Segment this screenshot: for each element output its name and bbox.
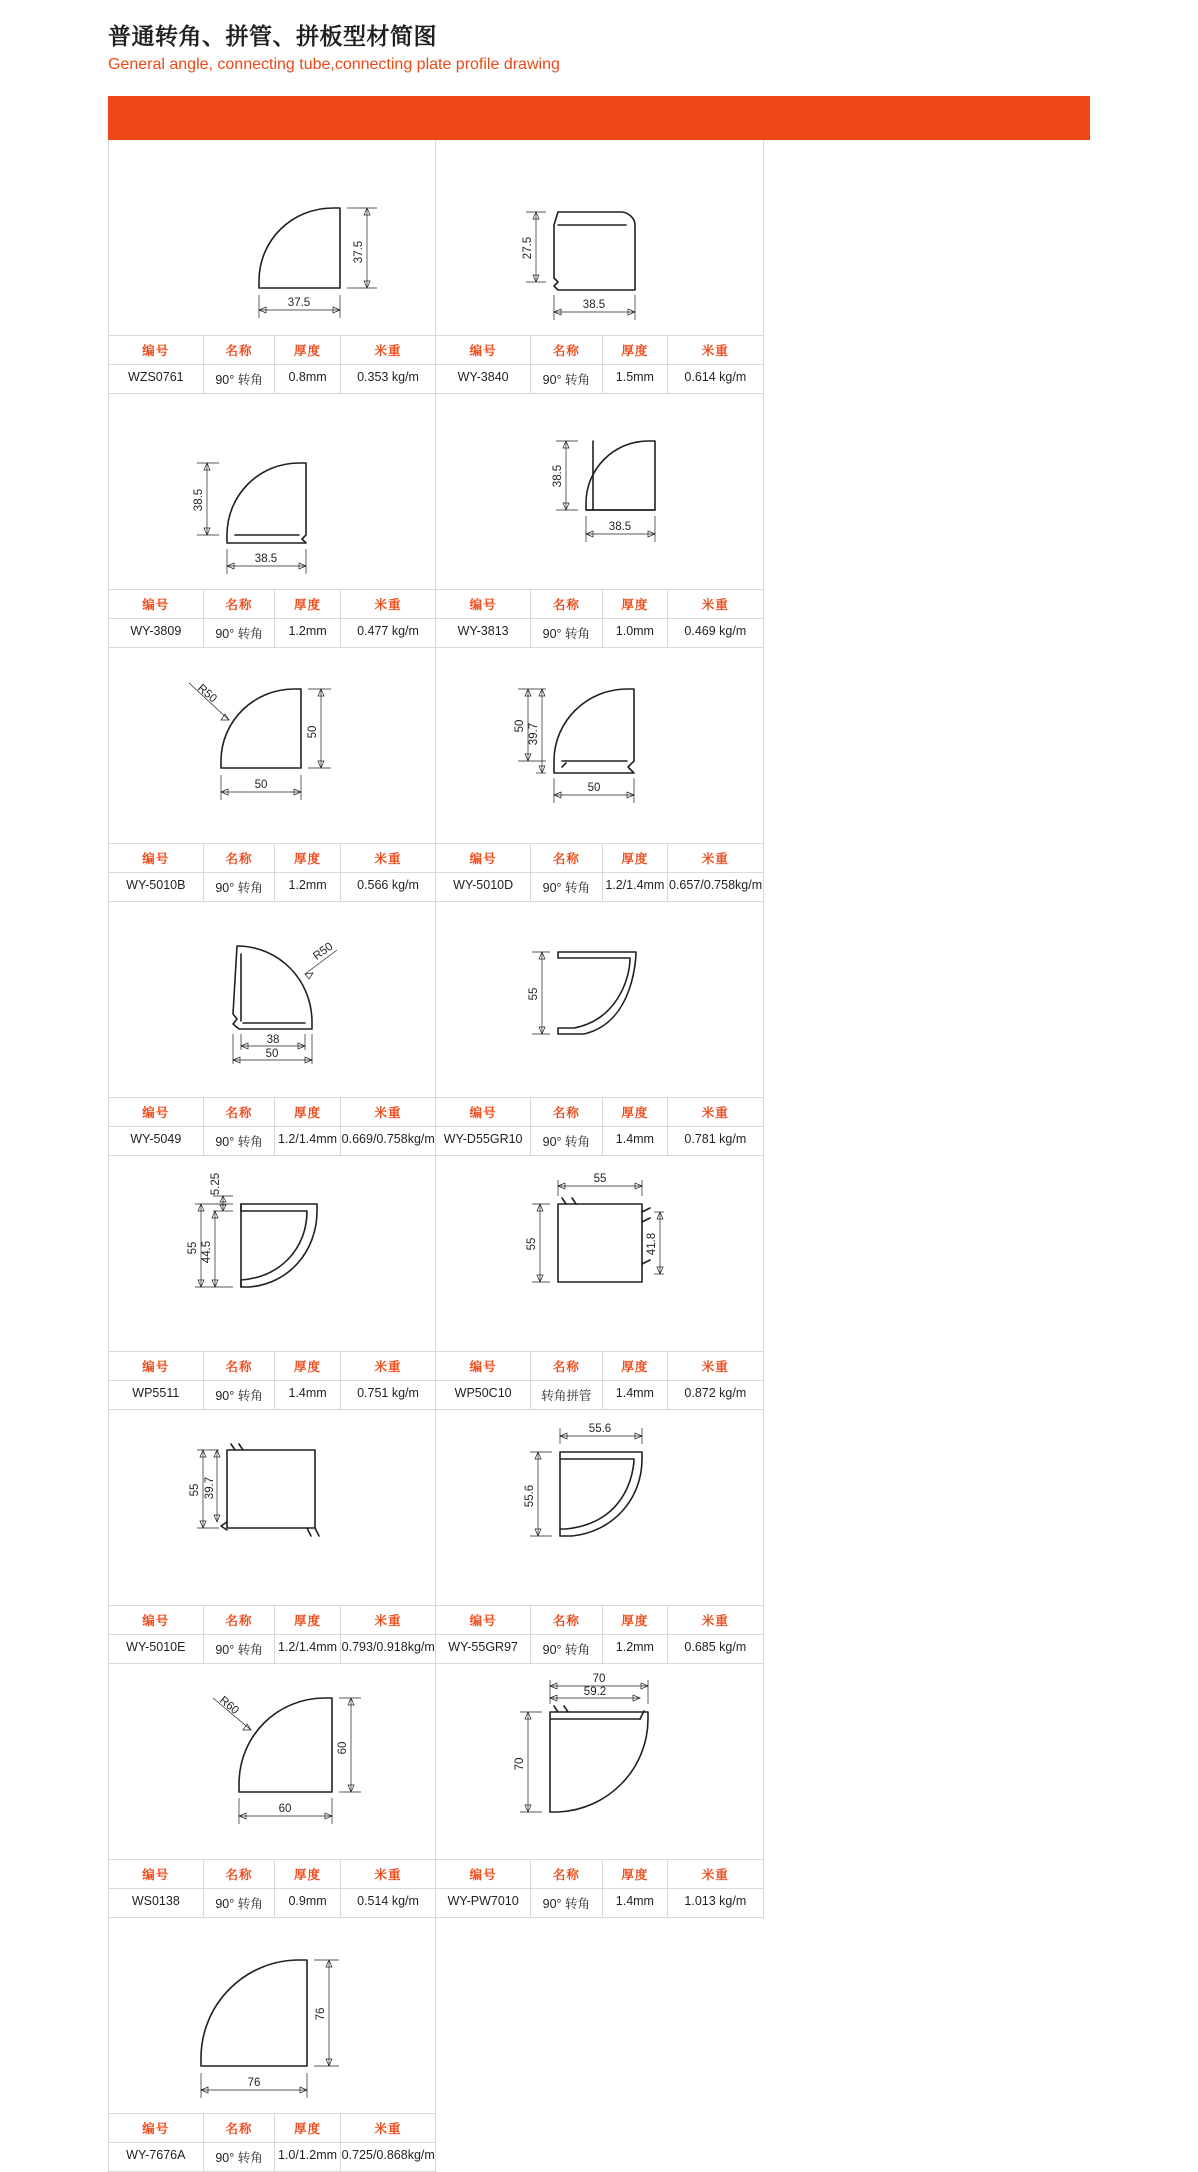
dim-label: 55 [528,987,541,1001]
spec-header-row [436,844,762,872]
spec-code: WS0138 [109,1888,204,1917]
spec-name: 90° 转角 [531,364,603,393]
profile-drawing [436,1410,762,1605]
dim-label: R60 [216,1694,241,1718]
profile-cell [109,1410,436,1664]
spec-code: WY-5010D [436,872,531,901]
spec-header-thickness: 厚度 [603,1606,668,1634]
profile-drawing [109,1664,435,1859]
spec-header-name: 名称 [204,2114,276,2142]
dim-label: 44.5 [201,1240,213,1264]
profile-drawing [109,902,435,1097]
spec-name: 90° 转角 [531,872,603,901]
spec-thickness: 0.8mm [275,364,340,393]
spec-code: WZS0761 [109,364,204,393]
dim-label: 37.5 [287,297,311,309]
dim-label: 60 [278,1803,292,1815]
spec-header-row [109,844,435,872]
spec-header-row [109,1098,435,1126]
spec-header-row [109,2114,435,2142]
spec-name: 90° 转角 [531,618,603,647]
spec-table [109,843,435,901]
spec-weight: 0.657/0.758kg/m [668,872,763,901]
profile-drawing [436,1664,762,1859]
spec-name: 90° 转角 [204,364,276,393]
dim-label: 55 [187,1241,199,1255]
spec-thickness: 1.2mm [603,1634,668,1663]
spec-table [109,1605,435,1663]
dim-label: 50 [514,719,527,733]
spec-code: WP5511 [109,1380,204,1409]
spec-table [436,1351,762,1409]
spec-header-row [109,336,435,364]
spec-header-name: 名称 [531,1860,603,1888]
spec-header-row [109,1606,435,1634]
spec-header-code: 编号 [109,1606,204,1634]
spec-name: 90° 转角 [531,1126,603,1155]
profile-cell [436,1410,763,1664]
spec-value-row [109,1634,435,1663]
spec-header-name: 名称 [204,1098,276,1126]
dim-label: 39.7 [528,722,541,746]
spec-header-name: 名称 [531,1352,603,1380]
dim-label: 59.2 [584,1686,607,1698]
profile-drawing [436,648,762,843]
spec-name: 90° 转角 [531,1888,603,1917]
profile-drawing [436,394,762,589]
spec-weight: 0.514 kg/m [341,1888,436,1917]
spec-value-row [436,618,762,647]
spec-weight: 0.872 kg/m [668,1380,763,1409]
dim-label: 37.5 [353,240,365,264]
spec-header-weight: 米重 [341,336,436,364]
spec-header-name: 名称 [531,336,603,364]
dim-label: 27.5 [522,236,535,260]
profile-cell [436,648,763,902]
spec-header-row [436,336,762,364]
spec-header-row [109,1860,435,1888]
spec-name: 90° 转角 [204,872,276,901]
orange-header-bar [108,96,1090,140]
dim-label: 55.6 [524,1484,537,1508]
dim-label: 38.5 [254,553,278,565]
spec-header-thickness: 厚度 [275,844,340,872]
spec-value-row [109,1888,435,1917]
spec-name: 90° 转角 [204,1888,276,1917]
dim-label: 60 [337,1741,349,1755]
dim-label: 70 [514,1757,527,1771]
spec-table [436,589,762,647]
profile-cell [109,394,436,648]
dim-label: 55 [593,1173,607,1185]
spec-header-name: 名称 [204,1860,276,1888]
spec-weight: 1.013 kg/m [668,1888,763,1917]
spec-code: WY-D55GR10 [436,1126,531,1155]
spec-header-code: 编号 [436,844,531,872]
profile-cell [109,140,436,394]
spec-header-code: 编号 [109,2114,204,2142]
spec-code: WY-7676A [109,2142,204,2171]
spec-value-row [109,364,435,393]
profile-drawing [436,140,762,335]
spec-header-code: 编号 [109,1352,204,1380]
spec-weight: 0.469 kg/m [668,618,763,647]
spec-header-name: 名称 [204,844,276,872]
spec-header-thickness: 厚度 [603,590,668,618]
profile-drawing [436,902,762,1097]
spec-thickness: 1.4mm [603,1126,668,1155]
profile-drawing [109,1918,435,2113]
spec-weight: 0.725/0.868kg/m [341,2142,436,2171]
dim-label: 50 [265,1048,279,1060]
spec-thickness: 1.2/1.4mm [275,1634,340,1663]
spec-header-code: 编号 [436,1606,531,1634]
spec-header-thickness: 厚度 [275,336,340,364]
spec-thickness: 1.2/1.4mm [275,1126,340,1155]
spec-value-row [109,1380,435,1409]
spec-header-name: 名称 [204,1606,276,1634]
spec-code: WY-55GR97 [436,1634,531,1663]
spec-thickness: 1.2mm [275,618,340,647]
spec-table [109,1351,435,1409]
spec-header-row [436,1352,762,1380]
spec-weight: 0.566 kg/m [341,872,436,901]
spec-header-code: 编号 [436,336,531,364]
spec-value-row [436,872,762,901]
profile-cell [109,1156,436,1410]
profile-cell [436,1664,763,1918]
spec-thickness: 1.4mm [603,1888,668,1917]
spec-header-weight: 米重 [341,1352,436,1380]
spec-table [109,335,435,393]
spec-code: WY-PW7010 [436,1888,531,1917]
profile-cell [436,140,763,394]
spec-table [436,1859,762,1917]
dim-label: 38 [266,1034,280,1046]
spec-code: WY-3840 [436,364,531,393]
dim-label: 50 [587,782,601,794]
spec-header-thickness: 厚度 [603,1352,668,1380]
spec-thickness: 1.2mm [275,872,340,901]
spec-header-code: 编号 [436,590,531,618]
spec-thickness: 1.0mm [603,618,668,647]
spec-name: 90° 转角 [204,2142,276,2171]
spec-table [436,335,762,393]
spec-header-weight: 米重 [668,1606,763,1634]
spec-code: WY-5010E [109,1634,204,1663]
dim-label: 41.8 [646,1232,659,1256]
spec-header-name: 名称 [204,336,276,364]
spec-header-code: 编号 [436,1352,531,1380]
spec-value-row [109,618,435,647]
spec-header-weight: 米重 [341,1860,436,1888]
dim-label: 70 [592,1673,606,1685]
spec-header-row [436,590,762,618]
profile-cell [109,1664,436,1918]
spec-value-row [436,1126,762,1155]
spec-value-row [109,2142,435,2171]
spec-name: 转角拼管 [531,1380,603,1409]
profile-cell [436,394,763,648]
spec-code: WY-3813 [436,618,531,647]
spec-weight: 0.353 kg/m [341,364,436,393]
dim-label: 38.5 [552,464,565,488]
spec-header-thickness: 厚度 [275,1352,340,1380]
profile-grid [108,140,1090,2172]
spec-weight: 0.781 kg/m [668,1126,763,1155]
spec-header-code: 编号 [436,1860,531,1888]
spec-header-thickness: 厚度 [275,590,340,618]
spec-table [109,1859,435,1917]
spec-header-code: 编号 [436,1098,531,1126]
spec-value-row [436,1380,762,1409]
spec-name: 90° 转角 [204,1126,276,1155]
dim-label: 38.5 [583,299,606,311]
spec-header-name: 名称 [531,590,603,618]
dim-label: 50 [307,725,319,739]
spec-header-code: 编号 [109,1098,204,1126]
spec-header-weight: 米重 [668,590,763,618]
dim-label: 55 [526,1237,539,1251]
profile-drawing [109,1410,435,1605]
spec-value-row [109,872,435,901]
spec-thickness: 1.4mm [275,1380,340,1409]
dim-label: 38.5 [609,521,632,533]
profile-drawing [436,1156,762,1351]
profile-drawing [109,394,435,589]
dim-label: 39.7 [204,1476,216,1500]
page-title-en: General angle, connecting tube,connecting plate profile drawing [108,56,560,73]
spec-table [436,843,762,901]
spec-header-name: 名称 [531,1606,603,1634]
spec-weight: 0.614 kg/m [668,364,763,393]
spec-header-thickness: 厚度 [603,1860,668,1888]
spec-name: 90° 转角 [204,1634,276,1663]
spec-value-row [436,1634,762,1663]
spec-header-weight: 米重 [341,590,436,618]
spec-thickness: 1.5mm [603,364,668,393]
spec-header-code: 编号 [109,336,204,364]
spec-header-weight: 米重 [668,1860,763,1888]
spec-thickness: 0.9mm [275,1888,340,1917]
spec-header-row [436,1098,762,1126]
profile-cell [109,648,436,902]
spec-header-thickness: 厚度 [603,844,668,872]
spec-table [109,2113,435,2171]
spec-weight: 0.669/0.758kg/m [341,1126,436,1155]
dim-label: R50 [311,940,336,963]
spec-header-name: 名称 [531,1098,603,1126]
profile-cell [109,902,436,1156]
spec-thickness: 1.4mm [603,1380,668,1409]
spec-code: WP50C10 [436,1380,531,1409]
spec-code: WY-5010B [109,872,204,901]
spec-header-code: 编号 [109,1860,204,1888]
spec-header-weight: 米重 [668,336,763,364]
spec-header-thickness: 厚度 [275,2114,340,2142]
spec-value-row [436,364,762,393]
profile-cell [436,1156,763,1410]
spec-weight: 0.477 kg/m [341,618,436,647]
profile-cell [109,1918,436,2172]
spec-table [436,1097,762,1155]
spec-header-name: 名称 [531,844,603,872]
dim-label: 55 [189,1483,201,1497]
spec-thickness: 1.0/1.2mm [275,2142,340,2171]
spec-header-row [436,1606,762,1634]
spec-header-weight: 米重 [341,2114,436,2142]
spec-table [109,589,435,647]
spec-table [109,1097,435,1155]
spec-header-weight: 米重 [668,844,763,872]
dim-label: 38.5 [193,488,205,512]
spec-header-weight: 米重 [341,844,436,872]
spec-header-thickness: 厚度 [275,1860,340,1888]
spec-header-row [109,1352,435,1380]
page-title-zh: 普通转角、拼管、拼板型材简图 [108,23,437,49]
spec-header-name: 名称 [204,1352,276,1380]
spec-weight: 0.751 kg/m [341,1380,436,1409]
spec-value-row [109,1126,435,1155]
spec-header-code: 编号 [109,844,204,872]
profile-drawing [109,140,435,335]
spec-name: 90° 转角 [204,618,276,647]
spec-header-row [109,590,435,618]
spec-header-code: 编号 [109,590,204,618]
profile-drawing [109,648,435,843]
spec-thickness: 1.2/1.4mm [603,872,668,901]
dim-label: 76 [315,2007,327,2021]
spec-header-thickness: 厚度 [603,1098,668,1126]
dim-label: 55.6 [589,1423,612,1435]
spec-header-name: 名称 [204,590,276,618]
dim-label: R50 [195,682,219,706]
spec-header-thickness: 厚度 [275,1098,340,1126]
profile-drawing [109,1156,435,1351]
spec-weight: 0.793/0.918kg/m [341,1634,436,1663]
spec-code: WY-5049 [109,1126,204,1155]
spec-code: WY-3809 [109,618,204,647]
dim-label: 50 [254,779,268,791]
dim-label: 5.25 [210,1172,222,1196]
spec-table [436,1605,762,1663]
profile-cell [436,902,763,1156]
spec-header-thickness: 厚度 [603,336,668,364]
spec-header-row [436,1860,762,1888]
spec-header-weight: 米重 [668,1098,763,1126]
spec-header-weight: 米重 [341,1098,436,1126]
spec-header-weight: 米重 [341,1606,436,1634]
spec-header-weight: 米重 [668,1352,763,1380]
spec-name: 90° 转角 [204,1380,276,1409]
spec-value-row [436,1888,762,1917]
spec-name: 90° 转角 [531,1634,603,1663]
spec-weight: 0.685 kg/m [668,1634,763,1663]
spec-header-thickness: 厚度 [275,1606,340,1634]
dim-label: 76 [247,2077,261,2089]
